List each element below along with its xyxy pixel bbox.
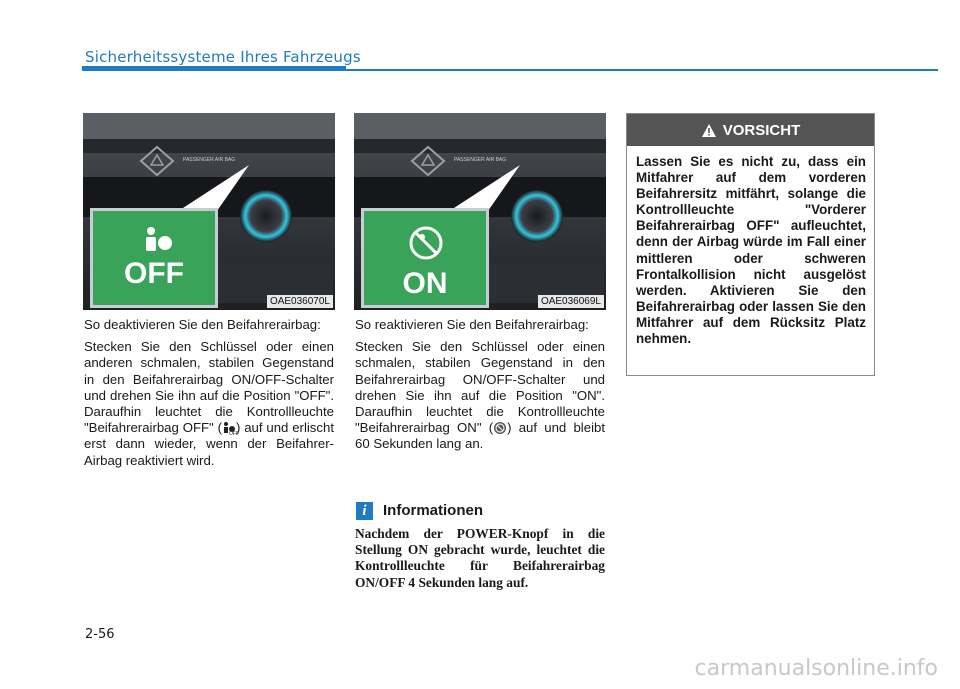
photo-airbag-on	[354, 113, 606, 310]
airbag-off-icon	[222, 421, 239, 438]
panel-text-off: OFF	[124, 257, 184, 290]
panel-text-on: ON	[402, 267, 448, 300]
header-bar	[82, 66, 346, 71]
caution-label: VORSICHT	[722, 121, 801, 139]
photo-code: OAE036069L	[538, 295, 604, 308]
dash-label: PASSENGER AIR BAG	[183, 157, 236, 163]
dash-label: PASSENGER AIR BAG	[454, 157, 507, 163]
header-title: Sicherheitssysteme Ihres Fahrzeugs	[85, 48, 361, 66]
caution-header	[627, 114, 874, 146]
paragraph-body: Stecken Sie den Schlüssel oder einen schmalen, stabilen Gegenstand in den Beifahrerairbag ON/OFF-Schalter und drehen Sie ihn auf die Position "ON". Daraufhin leuchtet die Kontrollleuchte "Beifahrerairbag ON" ( ) auf und bleibt 60 Sekunden lang an.	[355, 339, 605, 452]
paragraph-heading: So reaktivieren Sie den Beifahrerairbag:	[355, 317, 589, 332]
info-icon: i	[356, 502, 373, 520]
info-text: Nachdem der POWER-Knopf in die Stellung ON gebracht wurde, leuchtet die Kontrollleuchte für Beifahrerairbag ON/OFF 4 Sekunden lang auf.	[355, 526, 605, 590]
svg-text:OFF: OFF	[228, 431, 239, 438]
caution-text: Lassen Sie es nicht zu, dass ein Mitfahrer auf dem vorderen Beifahrersitz mitfährt, solange die Kontrollleuchte "Vorderer Beifahrerairbag OFF" aufleuchtet, denn der Airbag würde im Fall einer mittleren oder schweren Frontalkollision nicht ausgelöst werden. Aktivieren Sie den Beifahrerairbag oder lassen Sie den Mitfahrer auf dem Rücksitz Platz nehmen.	[636, 154, 866, 347]
warning-triangle-icon	[701, 123, 717, 138]
airbag-on-icon	[493, 421, 507, 435]
column-reactivate	[355, 317, 605, 459]
caution-box	[626, 113, 875, 376]
paragraph-body: Stecken Sie den Schlüssel oder einen anderen schmalen, stabilen Gegenstand in den Beifahrerairbag ON/OFF-Schalter und drehen Sie ihn auf die Position "OFF". Daraufhin leuchtet die Kontrollleuchte "Beifahrerairbag OFF" ( OFF ) auf und erlischt erst dann wieder, wenn der Beifahrer-Airbag reaktiviert wird.	[84, 339, 334, 468]
paragraph-heading: So deaktivieren Sie den Beifahrerairbag:	[84, 317, 321, 332]
photo-airbag-off	[83, 113, 335, 310]
info-label: Informationen	[383, 502, 483, 519]
photo-code: OAE036070L	[267, 295, 333, 308]
page-number: 2-56	[85, 627, 115, 642]
watermark: carmanualsonline.info	[694, 656, 938, 681]
column-deactivate	[84, 317, 334, 475]
header-rule	[346, 69, 938, 71]
